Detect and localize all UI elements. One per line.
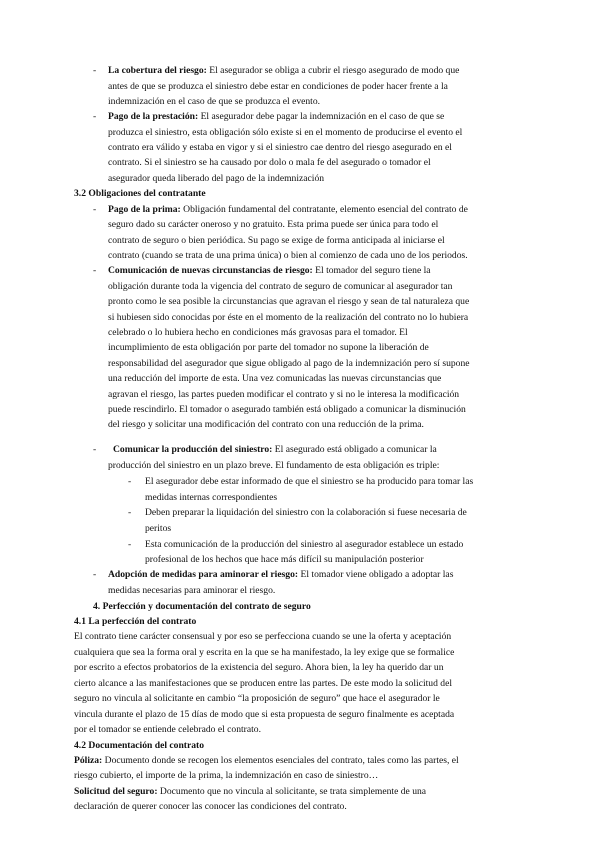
text-line: Esta comunicación de la producción del siniestro al asegurador establece un estado [145,539,464,550]
text-line: contrato era válido y estaba en vigor y si el siniestro cae dentro del riesgo asegurado en el [108,142,452,153]
text-line: produzca el siniestro, esta obligación sólo existe si en el momento de producirse el evento el [108,127,463,138]
bold-term: La cobertura del riesgo: [108,65,207,76]
text-line: celebrado o lo hubiera hecho en condiciones más gravosas para el tomador. El [108,327,408,338]
text-line: del riesgo y solicitar una modificación del contrato con una reducción de la prima. [108,419,424,430]
bold-term: 4. Perfección y documentación del contrato de seguro [93,601,311,612]
text-line: profesional de los hechos que hace más difícil su manipulación posterior [145,554,424,565]
bold-term: 4.2 Documentación del contrato [74,740,205,751]
text-line: cualquiera que sea la forma oral y escrita en la que se ha manifestado, la ley exige que se formalice [74,647,455,658]
text-line: medidas necesarias para aminorar el riesgo. [108,585,276,596]
text-line: asegurador queda liberado del pago de la indemnización [108,173,325,184]
bold-term: Pago de la prima: [108,204,181,215]
bold-term: 3.2 Obligaciones del contratante [74,188,206,199]
text-line: Comunicar la producción del siniestro: El asegurado está obligado a comunicar la [113,444,437,455]
text-line: peritos [145,523,172,534]
text-line [74,739,204,752]
text-line: declaración de querer conocer las conocer las condiciones del contrato. [74,801,347,812]
text-line [74,615,196,628]
text-line: indemnización en el caso de que se produzca el evento. [108,96,321,107]
list-bullet: - [93,111,97,122]
list-bullet: - [128,507,132,518]
bold-term: Adopción de medidas para aminorar el riesgo: [108,569,299,580]
bold-term: Solicitud del seguro: [74,786,158,797]
text-line: puede rescindirlo. El tomador o asegurado también está obligado a comunicar la disminución [108,404,466,415]
text-line: riesgo cubierto, el importe de la prima, la indemnización en caso de siniestro… [74,770,379,781]
text-line: contrato. Si el siniestro se ha causado por dolo o mala fe del asegurado o tomador el [108,157,431,168]
list-bullet: - [93,569,97,580]
text-line: Póliza: Documento donde se recogen los elementos esenciales del contrato, tales como las partes, el [74,755,459,766]
list-bullet: - [128,476,132,487]
text-line [74,187,206,200]
text-line: producción del siniestro en un plazo breve. El fundamento de esta obligación es triple: [108,460,440,471]
text-line: pronto como le sea posible la circunstancias que agravan el riesgo y sean de tal naturaleza que [108,296,470,307]
text-line: si hubiesen sido conocidas por éste en el momento de la realización del contrato no lo hubiera [108,312,469,323]
list-bullet: - [93,204,97,215]
text-line: Deben preparar la liquidación del siniestro con la colaboración si fuese necesaria de [145,507,467,518]
text-line: El asegurador debe estar informado de que el siniestro se ha producido para tomar las [145,476,474,487]
text-line: cierto alcance a las manifestaciones que se producen entre las partes. De este modo la solicitud del [74,678,453,689]
text-line: responsabilidad del asegurador que sigue obligado al pago de la indemnización pero sí supone [108,358,470,369]
text-line: por el tomador se entiende celebrado el contrato. [74,724,261,735]
list-bullet: - [93,65,97,76]
bold-term: 4.1 La perfección del contrato [74,616,197,627]
text-line: seguro no vincula al solicitante en cambio “la proposición de seguro” que hace el asegurador le [74,693,440,704]
text-line: Adopción de medidas para aminorar el riesgo: El tomador viene obligado a adoptar las [108,569,454,580]
text-line: por escrito a efectos probatorios de la existencia del seguro. Ahora bien, la ley ha querido dar un [74,662,444,673]
text-line: Solicitud del seguro: Documento que no vincula al solicitante, se trata simplemente de una [74,786,427,797]
text-line: contrato (cuando se trata de una prima única) o bien al comienzo de cada uno de los periodos. [108,250,468,261]
bold-term: Comunicar la producción del siniestro: [113,444,273,455]
bold-term: Comunicación de nuevas circunstancias de riesgo: [108,265,313,276]
text-line: La cobertura del riesgo: El asegurador se obliga a cubrir el riesgo asegurado de modo que [108,65,460,76]
bold-term: Póliza: [74,755,103,766]
text-line: una reducción del importe de esta. Una vez comunicadas las nuevas circunstancias que [108,373,442,384]
text-line: seguro dado su carácter oneroso y no gratuito. Esta prima puede ser única para todo el [108,219,439,230]
text-line: Comunicación de nuevas circunstancias de riesgo: El tomador del seguro tiene la [108,265,431,276]
list-bullet: - [128,539,132,550]
text-line: agravan el riesgo, las partes pueden modificar el contrato y si no le interesa la modificación [108,389,460,400]
text-line: El contrato tiene carácter consensual y por eso se perfecciona cuando se une la oferta y aceptación [74,631,452,642]
text-line: antes de que se produzca el siniestro debe estar en condiciones de poder hacer frente a la [108,81,448,92]
bold-term: Pago de la prestación: [108,111,199,122]
list-bullet: - [93,265,97,276]
text-line: obligación durante toda la vigencia del contrato de seguro de comunicar al asegurador tan [108,281,453,292]
text-line: vincula durante el plazo de 15 días de modo que si esta propuesta de seguro finalmente es aceptada [74,709,455,720]
text-line: medidas internas correspondientes [145,492,278,503]
list-bullet: - [93,444,97,455]
text-line: Pago de la prestación: El asegurador debe pagar la indemnización en el caso de que se [108,111,445,122]
text-line: incumplimiento de esta obligación por parte del tomador no supone la liberación de [108,342,429,353]
text-line: Pago de la prima: Obligación fundamental del contratante, elemento esencial del contrato de [108,204,468,215]
text-line [93,600,311,613]
text-line: contrato de seguro o bien periódica. Su pago se exige de forma anticipada al iniciarse el [108,235,445,246]
